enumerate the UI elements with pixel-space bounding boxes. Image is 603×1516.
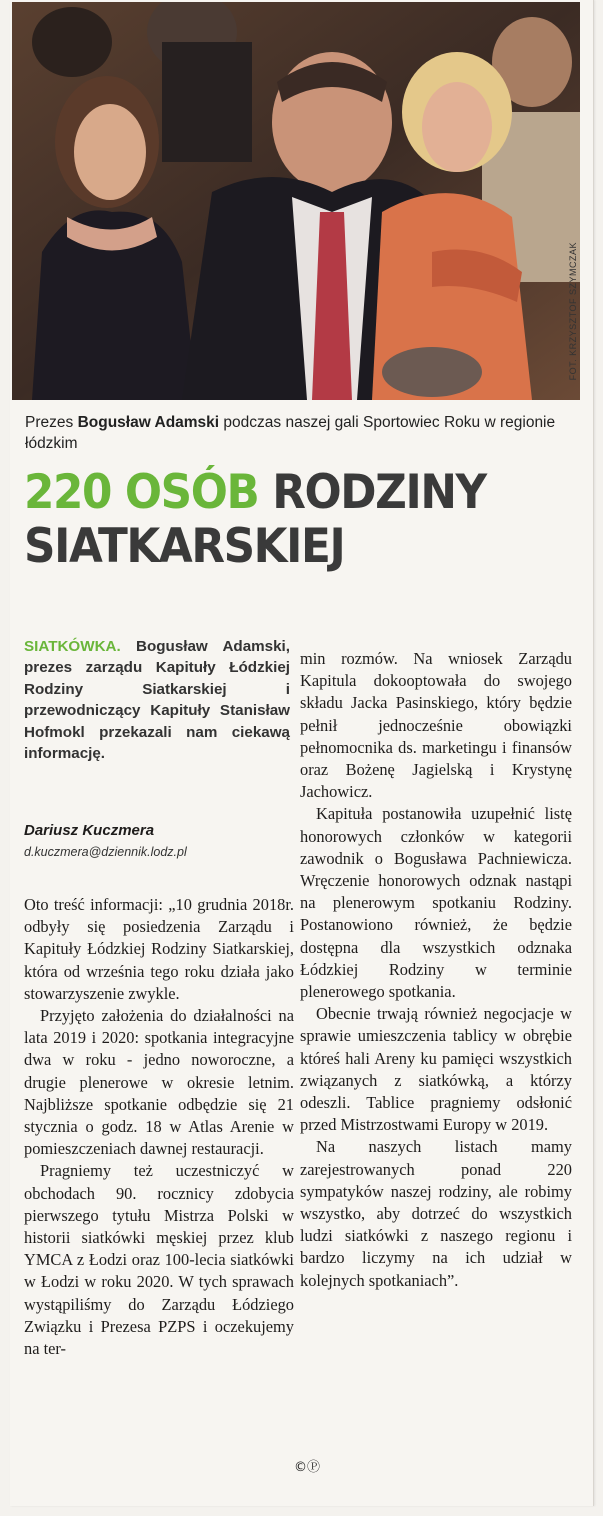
headline-line2: SIATKARSKIEJ (24, 519, 345, 574)
caption-suffix: podczas naszej gali Sportowiec Roku w regionie łódzkim (25, 414, 556, 452)
article-lead (24, 636, 290, 764)
headline-highlight: 220 OSÓB (24, 465, 259, 520)
author-email: d.kuczmera@dziennik.lodz.pl (24, 845, 187, 859)
copyright-mark: ©Ⓟ (294, 1460, 321, 1475)
paragraph: Oto treść informacji: „10 grudnia 2018r. odbyły się posiedzenia Zarządu i Kapituły Łódzkiej Rodziny Siatkarskiej, która od września tego roku działa jako stowarzyszenie zwykle. (24, 895, 294, 1003)
article-headline (24, 466, 545, 574)
paragraph: Przyjęto założenia do działalności na lata 2019 i 2020: spotkania integracyjne dwa w roku - jedno noworoczne, a drugie plenerowe w okresie letnim. Najbliższe spotkanie odbędzie się 21 stycznia o godz. 18 w Atlas Arenie w pomieszczeniach dawnej restauracji. (24, 1006, 294, 1159)
paragraph: Obecnie trwają również negocjacje w sprawie umieszczenia tablicy w obrębie któreś hali Areny ku pamięci wszystkich związanych z siatkówką, a którzy odeszli. Tablice pragniemy odsłonić przed Mistrzostwami Europy w 2019. (300, 1004, 572, 1135)
audience-photo (12, 2, 580, 400)
lead-kicker: SIATKÓWKA. (24, 638, 121, 655)
caption-prefix: Prezes (25, 414, 78, 431)
paragraph: Na naszych listach mamy zarejestrowanych ponad 220 sympatyków naszej rodziny, ale robimy wszystko, aby dotrzeć do wszystkich ludzi siatkówki z naszego regionu i bardzo liczymy na ich udział w kolejnych spotkaniach”. (300, 1137, 572, 1290)
photo-caption (25, 412, 573, 454)
caption-name: Bogusław Adamski (77, 414, 220, 431)
author-name: Dariusz Kuczmera (24, 822, 155, 839)
article-photo (12, 2, 580, 400)
author-block (24, 822, 290, 859)
paragraph: min rozmów. Na wniosek Zarządu Kapitula dokooptowała do swojego składu Jacka Pasinskiego, który będzie pełnił jednocześnie obowiązki pełnomocnika ds. marketingu i finansów oraz Bożenę Jagielską i Krystynę Jachowicz. (300, 649, 572, 802)
article-column-1 (24, 894, 294, 1360)
headline-line1-rest: RODZINY (258, 465, 486, 520)
article-column-2 (300, 648, 572, 1292)
lead-text: Bogusław Adamski, prezes zarządu Kapituły Łódzkiej Rodziny Siatkarskiej i przewodniczący Kapituły Stanisław Hofmokl przekazali nam ciekawą informację. (24, 638, 290, 763)
paragraph: Kapituła postanowiła uzupełnić listę honorowych członków w kategorii zawodnik o Bogusława Pachniewicza. Wręczenie honorowych odznak nastąpi na plenerowym spotkaniu Rodziny. Postanowiono również, że będzie dostępna dla wszystkich odznaka Łódzkiej Rodziny w terminie plenerowego spotkania. (300, 804, 572, 1002)
paragraph: Pragniemy też uczestniczyć w obchodach 90. rocznicy zdobycia pierwszego tytułu Mistrza Polski w historii siatkówki męskiej przez klub YMCA z Łodzi oraz 100-lecia siatkówki w Łodzi w roku 2020. W tych sprawach wystąpiliśmy do Zarządu Łódziego Związku i Prezesa PZPS i oczekujemy na ter- (24, 1161, 294, 1359)
photo-credit: FOT. KRZYSZTOF SZYMCZAK (568, 242, 578, 381)
